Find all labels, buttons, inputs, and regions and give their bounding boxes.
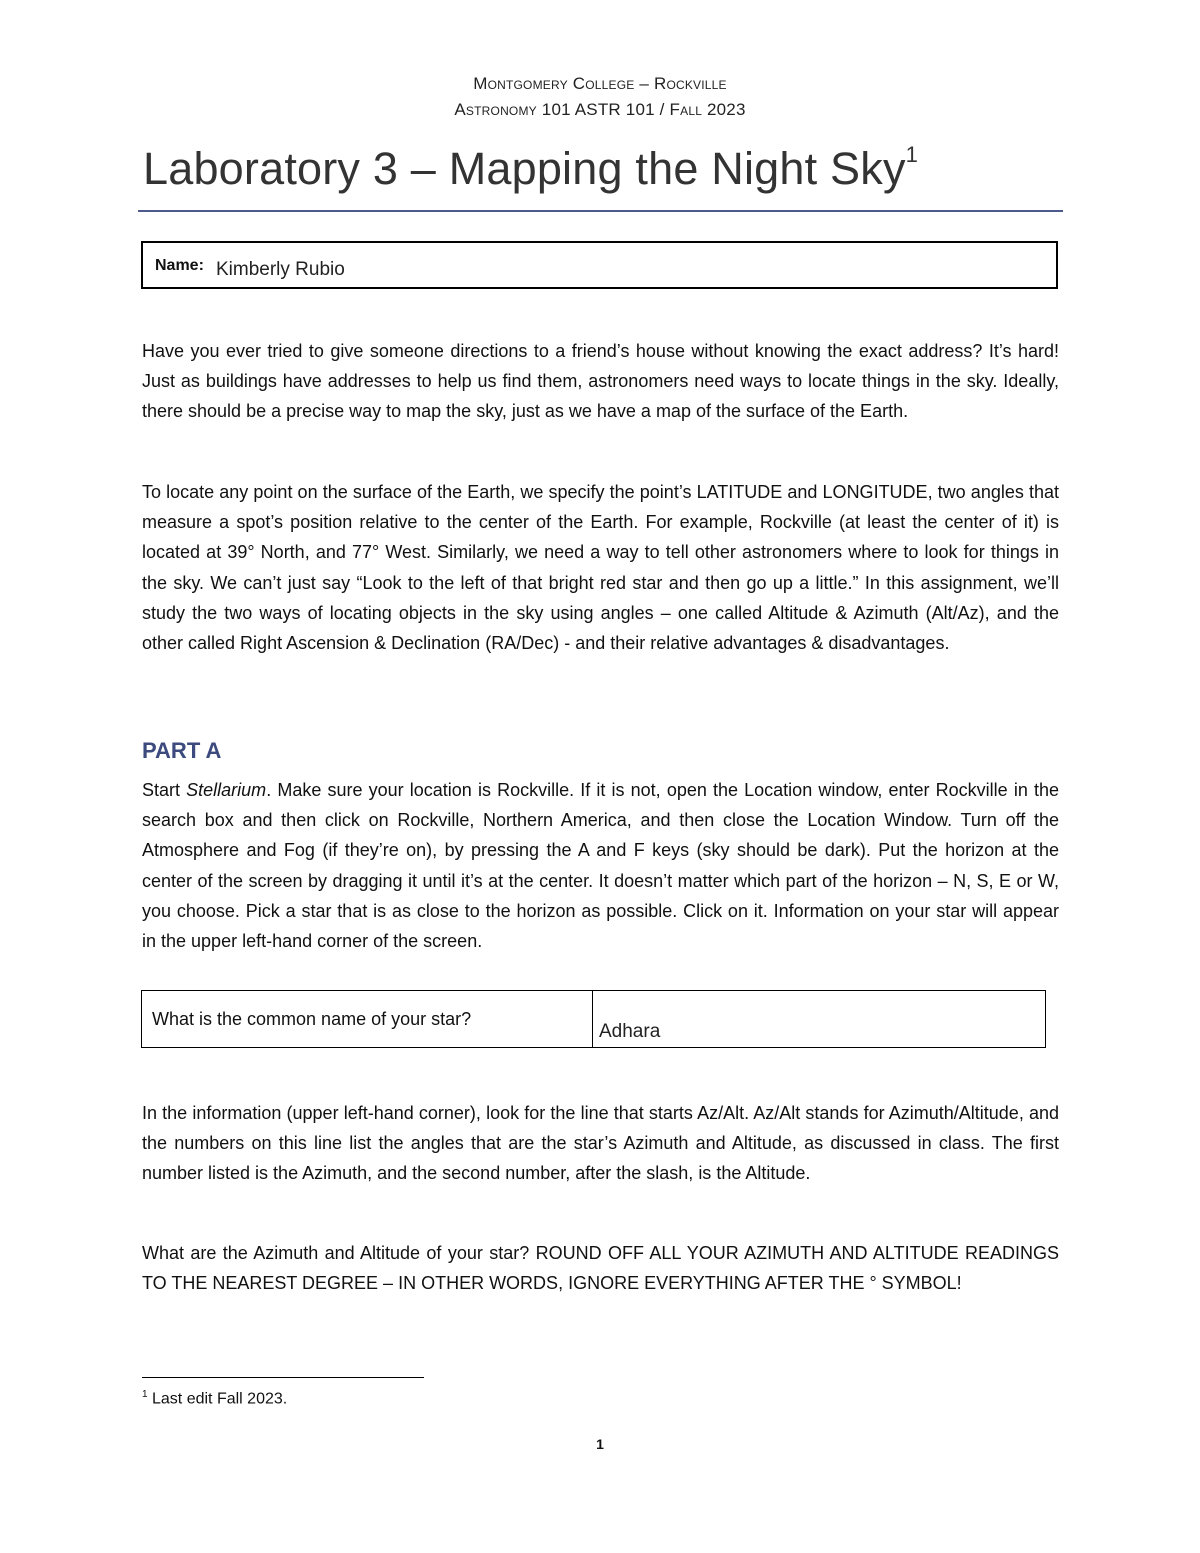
title-footnote-mark[interactable]: 1 [905, 142, 919, 167]
header-course: Astronomy 101 ASTR 101 / Fall 2023 [454, 100, 746, 119]
footnote [142, 1389, 287, 1408]
header-institution: Montgomery College – Rockville [473, 74, 727, 93]
part-a-heading: PART A [142, 738, 222, 763]
footnote-separator [142, 1377, 424, 1378]
question-text: What is the common name of your star? [152, 1009, 472, 1029]
instructions-start: Start [142, 780, 187, 800]
page-title-text: Laboratory 3 – Mapping the Night Sky [143, 143, 906, 194]
question-cell [142, 991, 593, 1047]
name-label: Name: [155, 257, 204, 274]
title-underline [138, 210, 1063, 212]
name-value[interactable]: Kimberly Rubio [216, 259, 345, 280]
instructions-rest: . Make sure your location is Rockville. If it is not, open the Location window, enter Rockville in the search box and then click on Rockville, Northern America, and then close the Location Window. Turn off the Atmosphere and Fog (if they’re on), by pressing the A and F keys (sky should be dark). Put the horizon at the center of the screen by dragging it until it’s at the center. It doesn’t matter which part of the horizon – N, S, E or W, you choose. Pick a star that is as close to the horizon as possible. Click on it. Information on your star will appear in the upper left-hand corner of the screen. [142, 780, 1059, 952]
answer-text[interactable]: Adhara [599, 1021, 661, 1042]
page-title [143, 143, 918, 195]
intro-paragraph-1: Have you ever tried to give someone directions to a friend’s house without knowing the exact address? It’s hard! Just as buildings have addresses to help us find them, astronomers need ways to locate things in the sky. Ideally, there should be a precise way to map the sky, just as we have a map of the surface of the Earth. [142, 341, 1059, 422]
app-name: Stellarium [186, 780, 267, 800]
footnote-text: Last edit Fall 2023. [147, 1390, 288, 1408]
page-number: 1 [596, 1436, 604, 1452]
answer-cell[interactable] [593, 991, 1045, 1047]
intro-paragraph-2: To locate any point on the surface of the Earth, we specify the point’s LATITUDE and LONGITUDE, two angles that measure a spot’s position relative to the center of the Earth. For example, Rockville (at least the center of it) is located at 39° North, and 77° West. Similarly, we need a way to tell other astronomers where to look for things in the sky. We can’t just say “Look to the left of that bright red star and then go up a little.” In this assignment, we’ll study the two ways of locating objects in the sky using angles – one called Altitude & Azimuth (Alt/Az), and the other called Right Ascension & Declination (RA/Dec) - and their relative advantages & disadvantages. [142, 482, 1059, 654]
part-a-instructions [142, 775, 1059, 956]
azalt-question-paragraph: What are the Azimuth and Altitude of your star? ROUND OFF ALL YOUR AZIMUTH AND ALTITUDE READINGS TO THE NEAREST DEGREE – IN OTHER WORDS, IGNORE EVERYTHING AFTER THE ° SYMBOL! [142, 1243, 1059, 1294]
azalt-info-paragraph: In the information (upper left-hand corner), look for the line that starts Az/Alt. Az/Alt stands for Azimuth/Altitude, and the numbers on this line list the angles that are the star’s Azimuth and Altitude, as discussed in class. The first number listed is the Azimuth, and the second number, after the slash, is the Altitude. [142, 1103, 1059, 1184]
footnote-mark: 1 [142, 1389, 148, 1400]
star-name-table [141, 990, 1046, 1048]
name-field[interactable] [141, 241, 1058, 289]
